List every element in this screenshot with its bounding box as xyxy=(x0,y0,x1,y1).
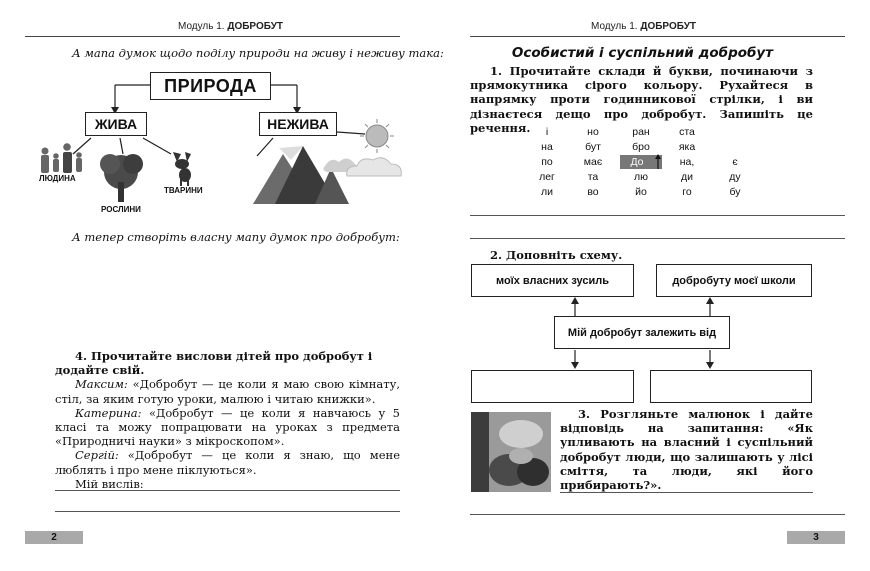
grid-cell: бут xyxy=(585,141,601,153)
answer-line[interactable] xyxy=(55,490,400,491)
quote-name: Сергій: xyxy=(75,448,119,463)
my-saying-label: Мій вислів: xyxy=(75,476,144,491)
answer-line[interactable] xyxy=(55,511,400,512)
quote-maksym xyxy=(55,377,400,405)
grid-cell: ди xyxy=(681,171,693,183)
left-header-rule xyxy=(25,36,400,37)
grid-cell: лег xyxy=(539,171,555,183)
task4 xyxy=(55,349,400,491)
quote-name: Катерина: xyxy=(75,405,142,420)
task4-title: 4. Прочитайте вислови дітей про добробут і додайте свій. xyxy=(55,349,373,378)
answer-line[interactable] xyxy=(470,514,845,515)
grid-cell: по xyxy=(541,156,553,168)
grid-cell: та xyxy=(587,171,599,183)
mindmap-intro: А мапа думок щодо поділу природи на живу і неживу така: xyxy=(72,46,444,60)
grid-cell: йо xyxy=(635,186,647,198)
right-header xyxy=(591,21,696,32)
grid-cell: на, xyxy=(679,156,695,168)
scheme-box-school-welfare: добробуту моєї школи xyxy=(656,264,812,297)
quote-serhii xyxy=(55,448,400,476)
grid-cell: ста xyxy=(679,126,695,138)
people-icon xyxy=(41,143,82,173)
left-header-title: ДОБРОБУТ xyxy=(227,21,284,32)
task3-text: 3. Розгляньте малюнок і дайте відповідь на запитання: «Як упливають на власний і суспільний добробут люди, що залишають у лісі сміття, та люди, які його прибирають?». xyxy=(560,407,813,493)
answer-line[interactable] xyxy=(470,238,845,239)
nature-mind-map xyxy=(25,64,410,219)
page-number-left: 2 xyxy=(25,531,83,544)
label-plants: РОСЛИНИ xyxy=(101,205,141,214)
page-number-right: 3 xyxy=(787,531,845,544)
syllable-grid xyxy=(525,126,765,206)
grid-cell: го xyxy=(682,186,692,198)
label-people: ЛЮДИНА xyxy=(39,174,76,183)
right-header-rule xyxy=(470,36,845,37)
task1: 1. Прочитайте склади й букви, починаючи з прямокутника сірого кольору. Рухайтеся в напрямку проти годинникової стрілки, і ви дізнаєтеся дещо про добробут. Запишіть це речення. xyxy=(470,64,813,135)
tree-icon xyxy=(100,154,143,202)
grid-cell: має xyxy=(583,156,603,168)
sun-cloud-icon xyxy=(347,119,402,176)
map-alive-box: ЖИВА xyxy=(85,112,147,136)
grid-cell: лю xyxy=(633,171,648,183)
left-header xyxy=(178,21,283,32)
task3 xyxy=(560,407,813,492)
right-header-module: Модуль 1. xyxy=(591,21,638,32)
answer-line[interactable] xyxy=(470,215,845,216)
quote-kateryna xyxy=(55,406,400,449)
answer-line[interactable] xyxy=(560,492,813,493)
map-root-box: ПРИРОДА xyxy=(150,72,271,100)
grid-cell: і xyxy=(545,126,549,138)
scheme-empty-box-left[interactable] xyxy=(471,370,634,403)
quote-name: Максим: xyxy=(75,377,128,392)
left-header-module: Модуль 1. xyxy=(178,21,225,32)
quote-text: «Добробут — це коли я навчаюсь у 5 класі та можу попрацювати на уроках з предмета «Природничі науки» з мікроскопом». xyxy=(55,405,400,449)
grid-cell: на xyxy=(541,141,553,153)
quote-text: «Добробут — це коли я маю свою кімнату, стіл, за яким готую уроки, малюю і читаю книжки». xyxy=(55,377,400,406)
task2-title: 2. Доповніть схему. xyxy=(490,248,623,262)
map-nonalive-box: НЕЖИВА xyxy=(259,112,337,136)
grid-cell: ран xyxy=(632,126,650,138)
grid-cell: бу xyxy=(729,186,741,198)
grid-cell: во xyxy=(587,186,599,198)
label-animals: ТВАРИНИ xyxy=(164,186,203,195)
grid-cell: є xyxy=(732,156,738,168)
scheme-arrows xyxy=(560,296,730,372)
section-title: Особистий і суспільний добробут xyxy=(511,45,774,61)
scheme-center-box: Мій добробут залежить від xyxy=(554,316,730,349)
grid-cell: ду xyxy=(729,171,741,183)
right-header-title: ДОБРОБУТ xyxy=(640,21,697,32)
grid-cell: но xyxy=(587,126,599,138)
create-map-prompt: А тепер створіть власну мапу думок про добробут: xyxy=(72,230,400,244)
grid-cell-start: До xyxy=(630,156,644,168)
litter-photo xyxy=(471,412,551,492)
grid-cell: яка xyxy=(678,141,696,153)
trash-bags-image xyxy=(471,412,551,492)
scheme-empty-box-right[interactable] xyxy=(650,370,812,403)
scheme-box-own-efforts: моїх власних зусиль xyxy=(471,264,634,297)
mountains-icon xyxy=(253,146,358,204)
quote-text: «Добробут — це коли я знаю, що мене люблять і про мене піклуються». xyxy=(55,448,400,477)
grid-cell: бро xyxy=(632,141,650,153)
grid-cell: ли xyxy=(541,186,553,198)
animal-icon xyxy=(173,152,191,186)
